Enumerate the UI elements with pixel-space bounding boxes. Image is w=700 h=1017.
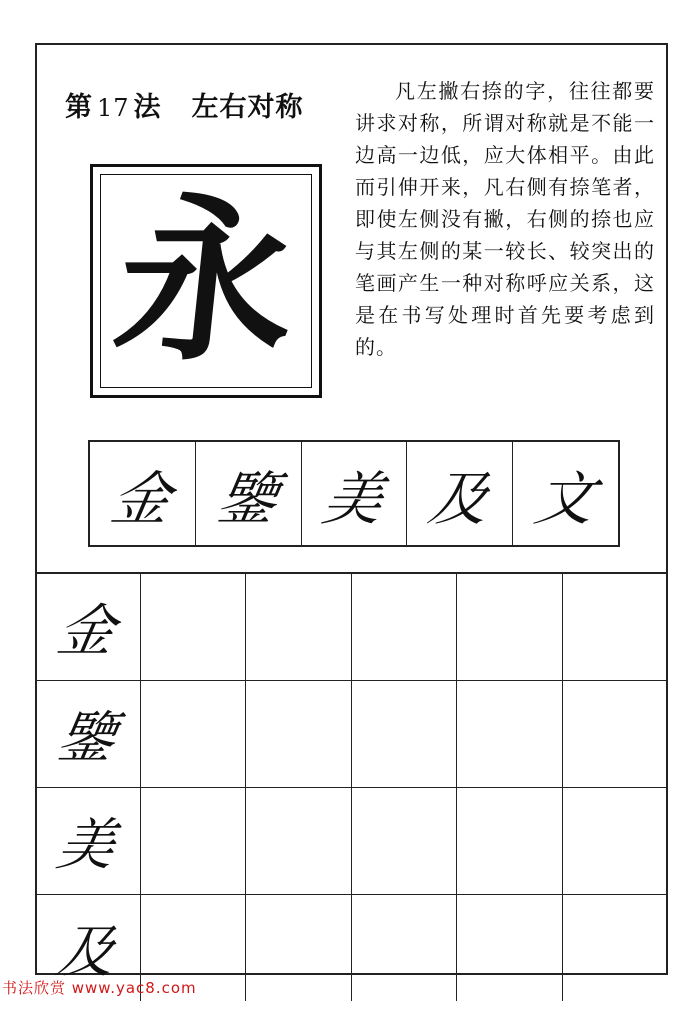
sample-cell: [407, 442, 513, 545]
sample-cell: [196, 442, 302, 545]
site-watermark: 书法欣赏 www.yac8.com: [2, 979, 197, 997]
practice-cell[interactable]: [352, 895, 458, 1001]
practice-lead-char: 美: [52, 813, 121, 878]
practice-cell[interactable]: [352, 681, 458, 787]
sample-cell: [302, 442, 408, 545]
practice-cell[interactable]: [563, 788, 669, 894]
practice-cell[interactable]: [563, 574, 669, 680]
sample-char: 文: [529, 464, 600, 533]
practice-row: [35, 681, 668, 788]
practice-grid: [35, 572, 668, 985]
title-number: 17: [97, 94, 130, 122]
practice-cell[interactable]: [141, 788, 247, 894]
title-prefix: 第: [65, 92, 93, 123]
title-suffix: 法: [133, 92, 162, 123]
description-text: 凡左撇右捺的字，往往都要讲求对称，所谓对称就是不能一边高一边低，应大体相平。由此而引伸开来，凡右侧有捺笔者，即使左侧没有撇，右侧的捺也应与其左侧的某一较长、较突出的笔画产生一种对称呼应关系，这是在书写处理时首先要考虑到的。: [355, 79, 655, 359]
example-char-inner-border: [100, 174, 312, 388]
practice-cell[interactable]: [457, 574, 563, 680]
practice-cell[interactable]: [246, 788, 352, 894]
practice-cell[interactable]: [246, 895, 352, 1001]
sample-char: 及: [423, 464, 494, 533]
example-char: 永: [106, 176, 307, 385]
practice-lead-char: 金: [52, 599, 121, 664]
sample-cell: [513, 442, 618, 545]
practice-lead-cell: [35, 788, 141, 894]
title-subtitle: 左右对称: [191, 92, 304, 123]
practice-row: [35, 788, 668, 895]
practice-cell[interactable]: [246, 574, 352, 680]
sample-chars-row: [88, 440, 620, 547]
practice-cell[interactable]: [457, 681, 563, 787]
practice-cell[interactable]: [246, 681, 352, 787]
practice-lead-cell: [35, 681, 141, 787]
description-block: [355, 75, 655, 363]
practice-cell[interactable]: [563, 681, 669, 787]
practice-lead-cell: [35, 574, 141, 680]
sample-char: 金: [106, 464, 177, 533]
practice-cell[interactable]: [352, 788, 458, 894]
practice-cell[interactable]: [141, 681, 247, 787]
sample-cell: [90, 442, 196, 545]
practice-cell[interactable]: [457, 895, 563, 1001]
practice-cell[interactable]: [457, 788, 563, 894]
practice-cell[interactable]: [141, 574, 247, 680]
practice-cell[interactable]: [563, 895, 669, 1001]
sample-char: 鑒: [212, 464, 283, 533]
practice-cell[interactable]: [352, 574, 458, 680]
practice-lead-char: 鑒: [52, 706, 121, 771]
practice-lead-char: 及: [52, 920, 121, 985]
practice-row: [35, 574, 668, 681]
example-char-box: [90, 164, 322, 398]
sample-char: 美: [318, 464, 389, 533]
lesson-title: [65, 85, 304, 124]
